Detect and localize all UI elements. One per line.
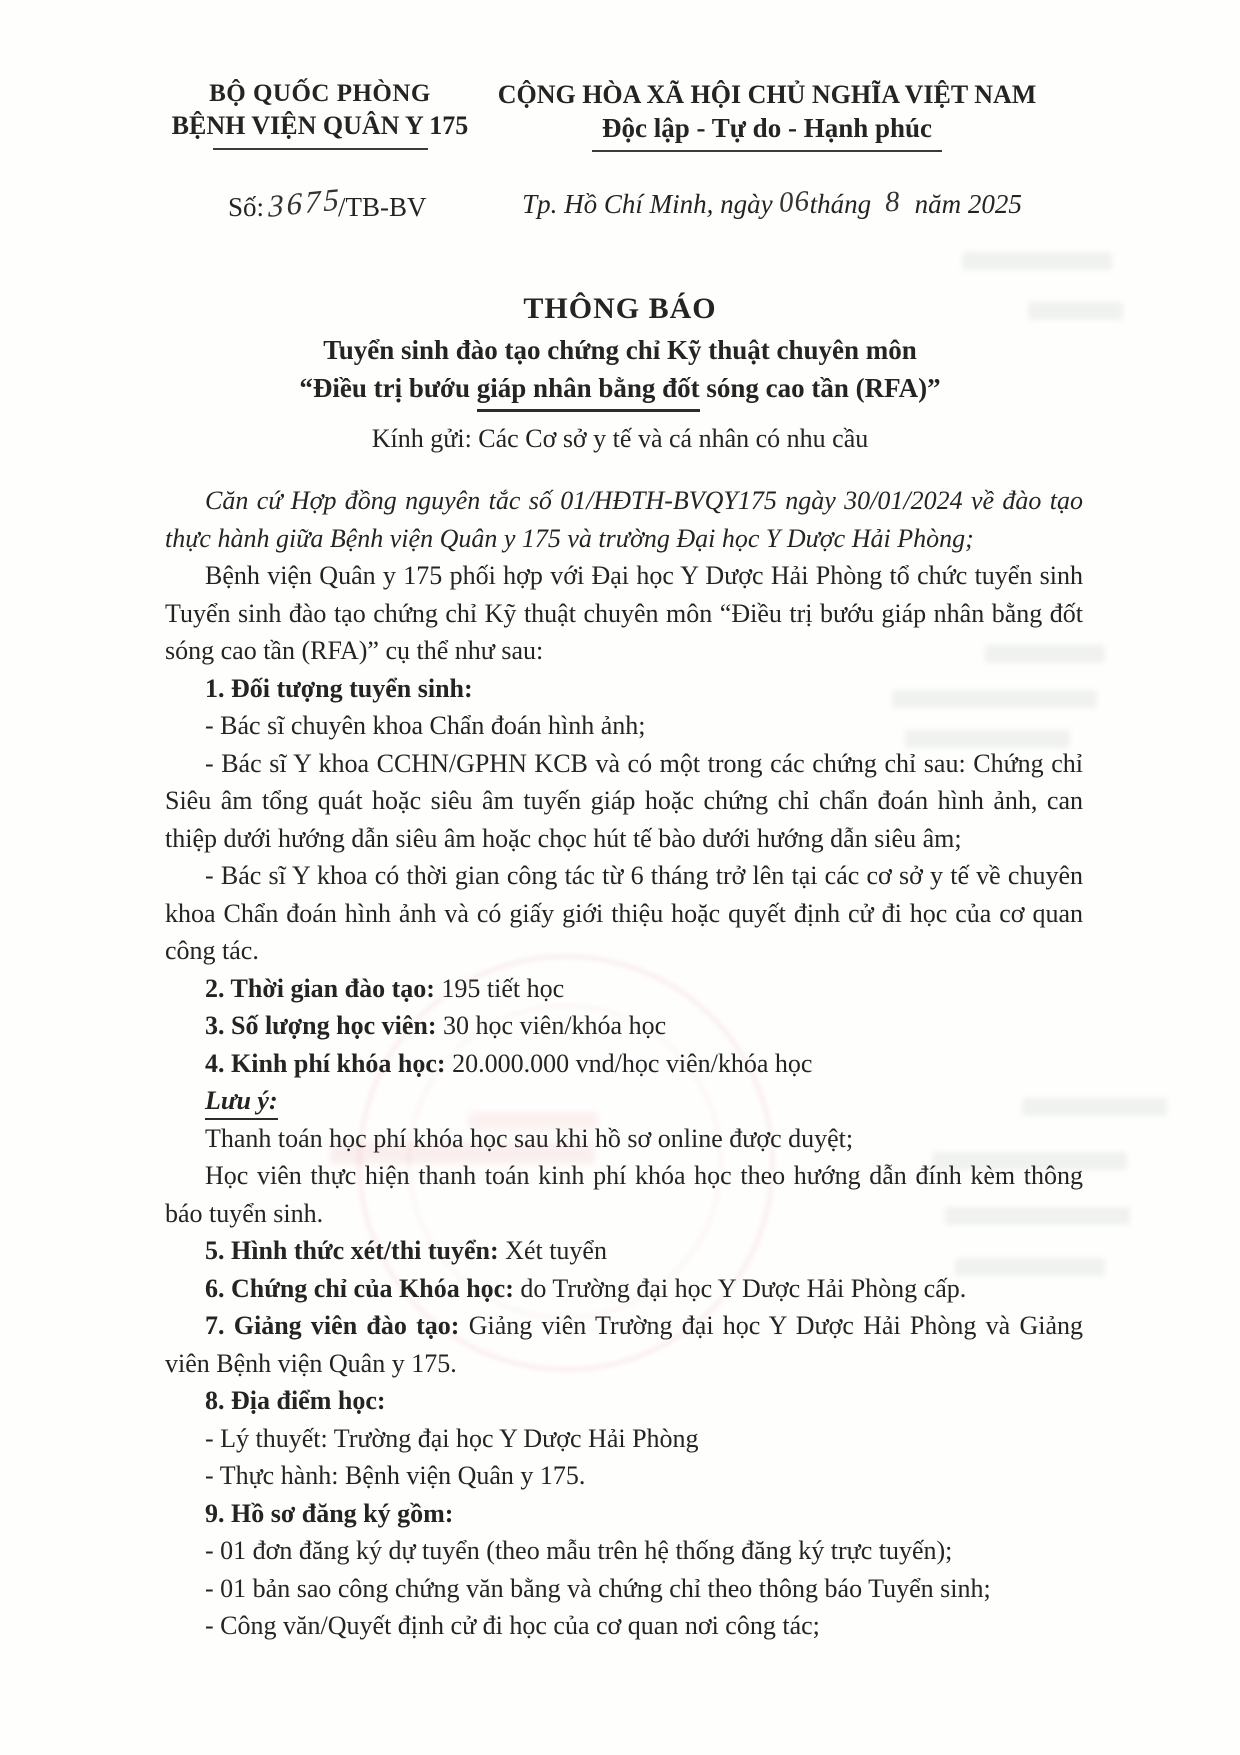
section-1-heading: 1. Đối tượng tuyển sinh: [205,673,473,703]
section-4-line [165,1045,1083,1083]
section-1-item: - Bác sĩ Y khoa có thời gian công tác từ 6 tháng trở lên tại các cơ sở y tế về chuyên khoa Chẩn đoán hình ảnh và có giấy giới thiệu hoặc quyết định cử đi học của cơ quan công tác. [165,861,1083,965]
ministry-name: BỘ QUỐC PHÒNG [209,80,431,107]
section-5-line [165,1232,1083,1270]
section-9-item: - 01 bản sao công chứng văn bằng và chứng chỉ theo thông báo Tuyển sinh; [205,1573,991,1603]
section-9-heading: 9. Hồ sơ đăng ký gồm: [205,1498,454,1528]
document-subtitle: Tuyển sinh đào tạo chứng chỉ Kỹ thuật chuyên môn [323,335,917,365]
section-1-item: - Bác sĩ Y khoa CCHN/GPHN KCB và có một trong các chứng chỉ sau: Chứng chỉ Siêu âm tổng quát hoặc siêu âm tuyến giáp hoặc chứng chỉ chẩn đoán hình ảnh, can thiệp dưới hướng dẫn siêu âm hoặc chọc hút tế bào dưới hướng dẫn siêu âm; [165,748,1083,853]
document-number [228,181,427,224]
note-heading-label: Lưu ý: [205,1086,278,1120]
day-handwritten: 06 [777,184,811,220]
section-9-item: - 01 đơn đăng ký dự tuyển (theo mẫu trên hệ thống đăng ký trực tuyến); [205,1536,953,1565]
bleed-through-artifact [962,252,1112,270]
month-handwritten: 8 [884,185,902,219]
date-suffix: năm 2025 [914,189,1022,219]
section-8-item: - Thực hành: Bệnh viện Quân y 175. [205,1461,586,1490]
section-1-item: - Bác sĩ chuyên khoa Chẩn đoán hình ảnh; [205,711,646,740]
course-name-quoted [0,373,1240,404]
section-4-value: 20.000.000 vnd/học viên/khóa học [445,1048,813,1078]
course-name-underlined: giáp nhân bằng đốt [477,373,700,412]
doc-number-prefix: Số: [228,192,265,222]
section-4-label: 4. Kinh phí khóa học: [205,1048,446,1078]
date-middle: tháng [809,189,872,219]
course-name-post: sóng cao tần (RFA)” [699,373,941,403]
org-underline-rule [213,148,428,150]
national-heading-block [482,80,1052,152]
section-7-line [165,1307,1083,1382]
preamble-paragraph: Căn cứ Hợp đồng nguyên tắc số 01/HĐTH-BVQY175 ngày 30/01/2024 về đào tạo thực hành giữa Bệnh viện Quân y 175 và trường Đại học Y Dược Hải Phòng; [165,486,1083,553]
document-title-block [0,292,1240,404]
section-7-value: Giảng viên Trường đại học Y Dược Hải Phòng và Giảng viên Bệnh viện Quân y 175. [165,1311,1083,1378]
note-heading [165,1082,1083,1120]
section-3-line [165,1007,1083,1045]
section-3-label: 3. Số lượng học viên: [205,1011,437,1040]
section-6-value: do Trường đại học Y Dược Hải Phòng cấp. [513,1273,967,1303]
issuing-organization-block [150,80,490,150]
national-motto: Độc lập - Tự do - Hạnh phúc [592,113,942,152]
place-and-date [482,184,1062,221]
intro-paragraph: Bệnh viện Quân y 175 phối hợp với Đại học Y Dược Hải Phòng tổ chức tuyển sinh Tuyển sinh đào tạo chứng chỉ Kỹ thuật chuyên môn “Điều trị bướu giáp nhân bằng đốt sóng cao tần (RFA)” cụ thể như sau: [165,561,1083,665]
document-type-title: THÔNG BÁO [523,292,717,325]
document-number-row [0,181,1240,238]
section-6-line [165,1270,1083,1308]
note-paragraph: Học viên thực hiện thanh toán kinh phí khóa học theo hướng dẫn đính kèm thông báo tuyển sinh. [165,1161,1083,1228]
section-7-label: 7. Giảng viên đào tạo: [205,1311,460,1340]
section-6-label: 6. Chứng chỉ của Khóa học: [205,1273,514,1303]
section-2-value: 195 tiết học [434,973,565,1003]
section-5-label: 5. Hình thức xét/thi tuyển: [205,1236,499,1265]
document-body [165,482,1083,1645]
section-8-heading: 8. Địa điểm học: [205,1386,386,1415]
doc-number-handwritten: 3675 [268,181,342,224]
date-prefix: Tp. Hồ Chí Minh, ngày [522,189,773,219]
section-5-value: Xét tuyển [498,1236,607,1265]
section-8-item: - Lý thuyết: Trường đại học Y Dược Hải Phòng [205,1423,699,1453]
salutation-line: Kính gửi: Các Cơ sở y tế và cá nhân có nhu cầu [371,424,869,453]
note-paragraph: Thanh toán học phí khóa học sau khi hồ sơ online được duyệt; [205,1123,854,1153]
section-9-item: - Công văn/Quyết định cử đi học của cơ quan nơi công tác; [205,1611,820,1640]
hospital-name: BỆNH VIỆN QUÂN Y 175 [171,111,469,140]
republic-title: CỘNG HÒA XÃ HỘI CHỦ NGHĨA VIỆT NAM [497,80,1037,109]
doc-number-suffix: /TB-BV [338,192,427,222]
section-3-value: 30 học viên/khóa học [436,1011,667,1040]
section-2-line [165,970,1083,1008]
course-name-pre: “Điều trị bướu [299,373,477,403]
section-2-label: 2. Thời gian đào tạo: [205,973,435,1003]
